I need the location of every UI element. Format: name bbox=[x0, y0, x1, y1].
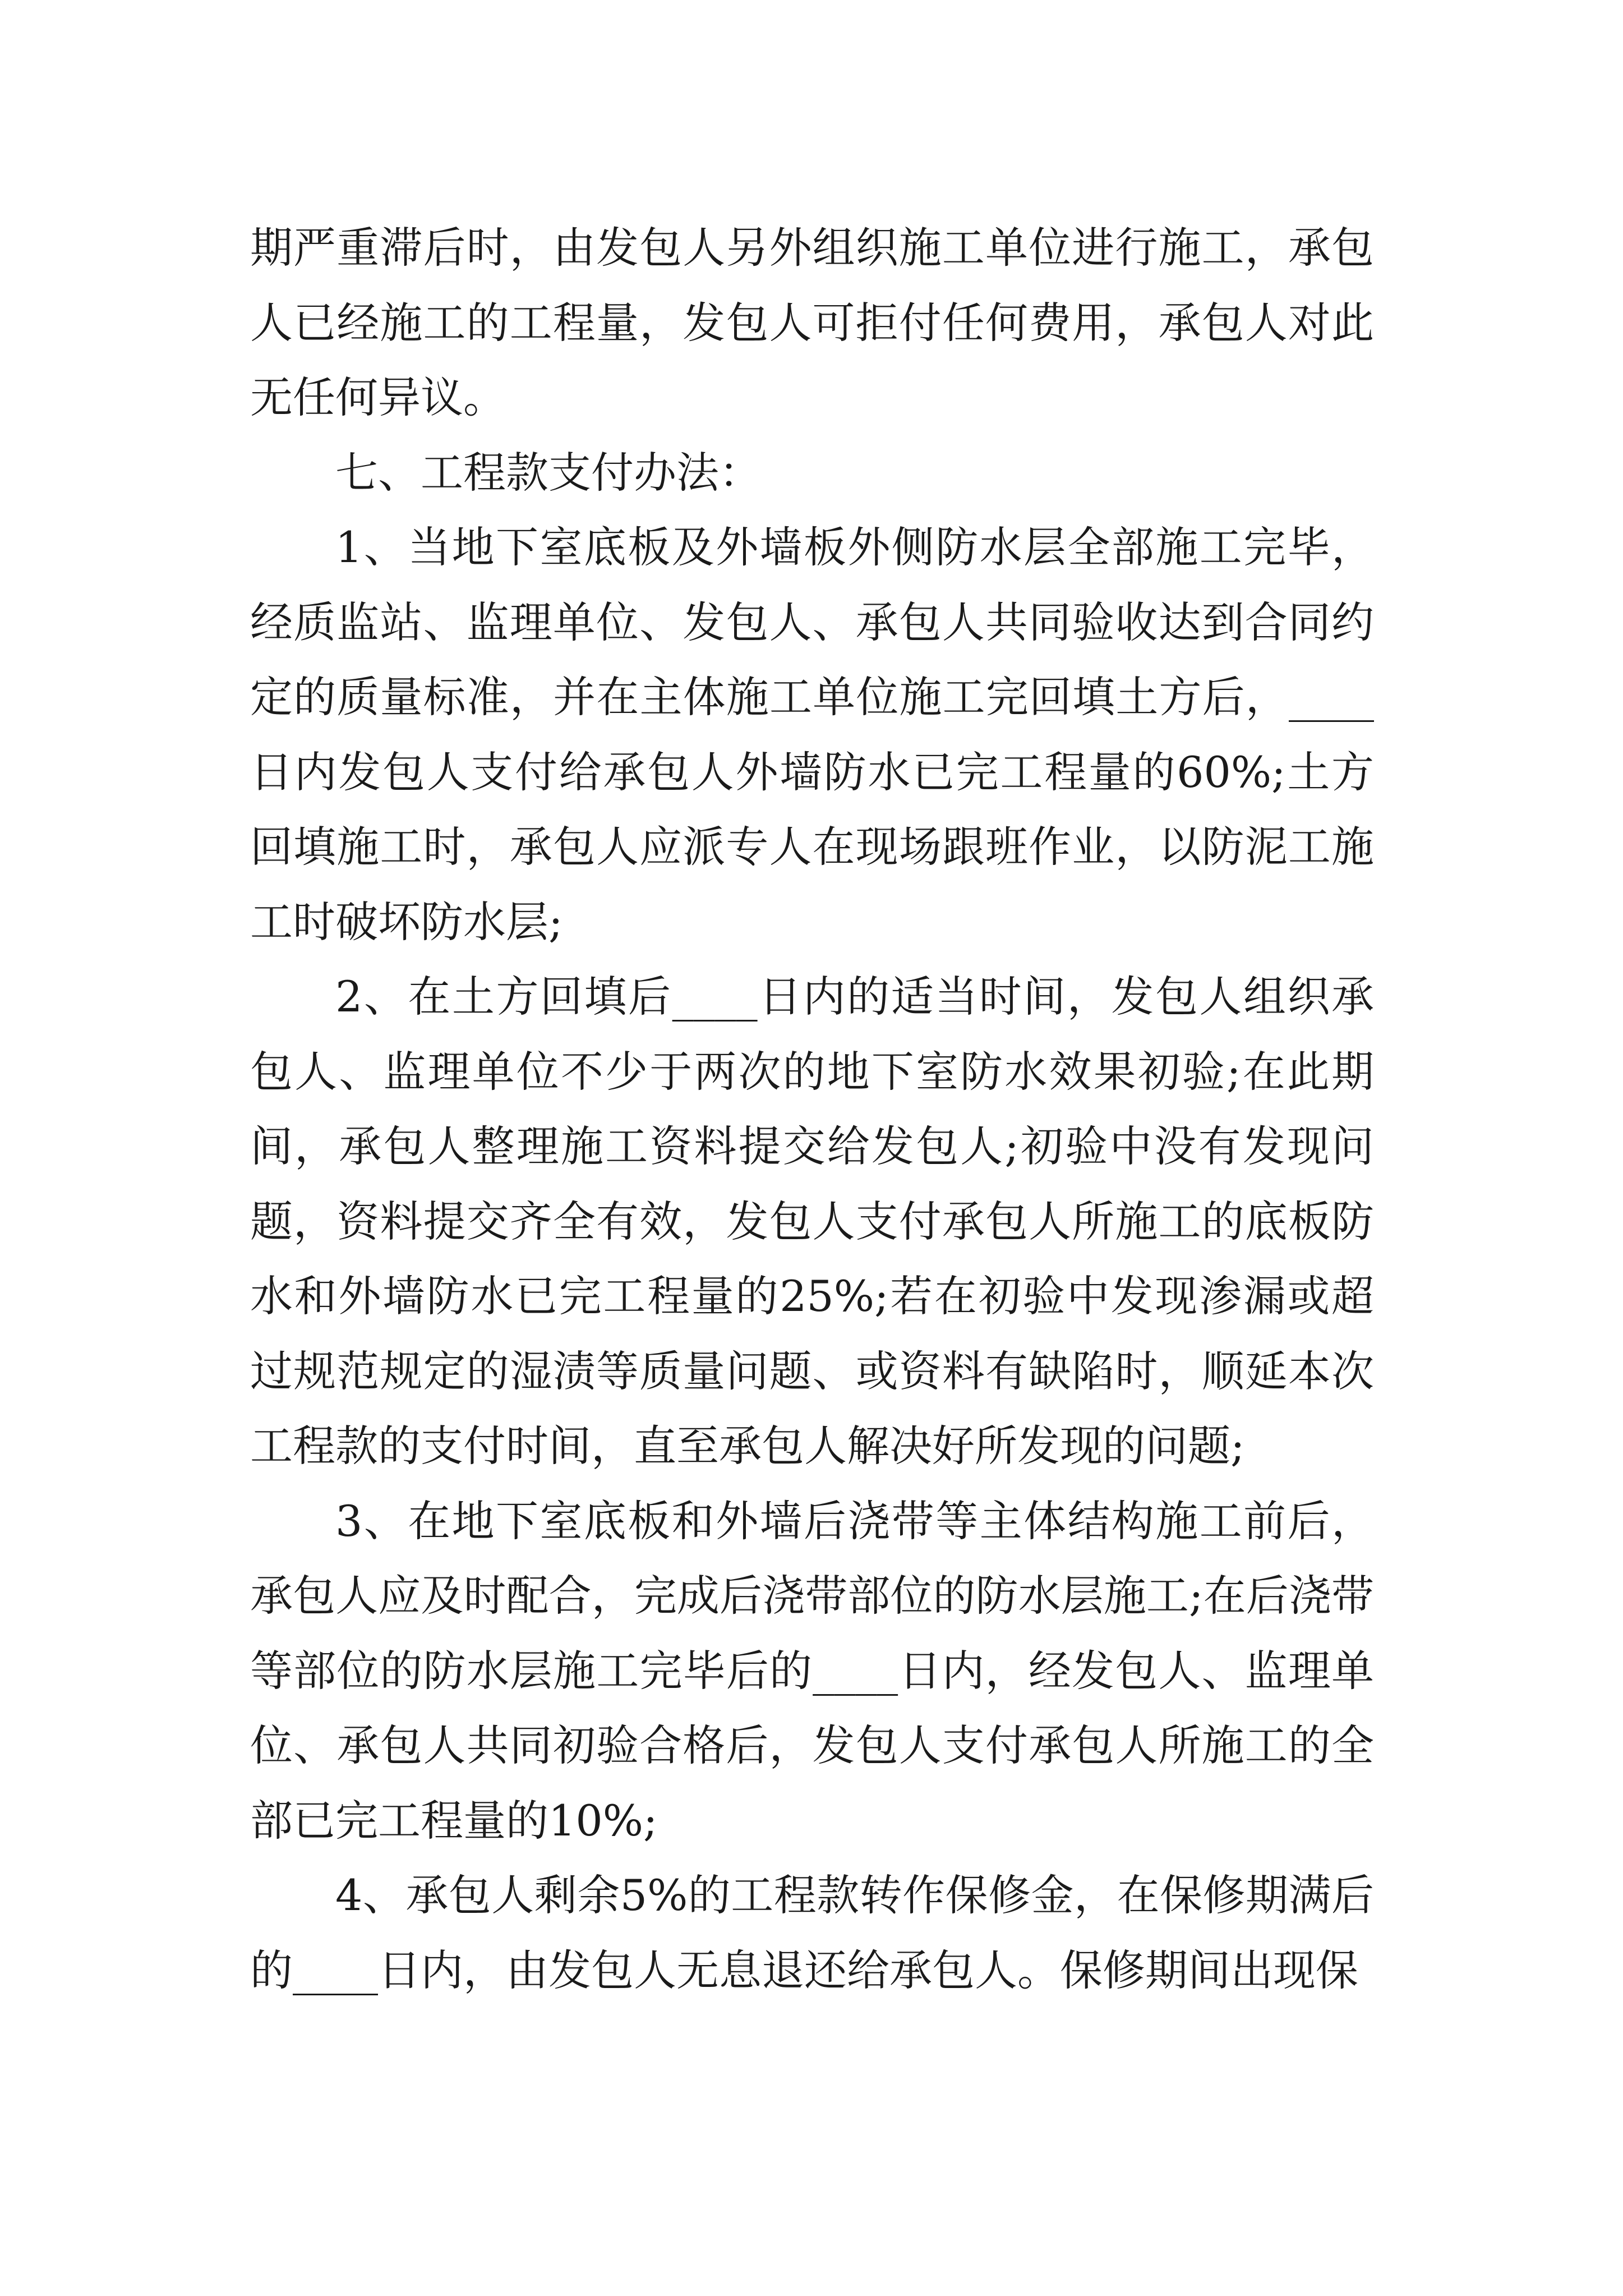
paragraph-continuation: 期严重滞后时，由发包人另外组织施工单位进行施工，承包人已经施工的工程量，发包人可拒付任何费用，承包人对此无任何异议。 bbox=[250, 223, 1374, 422]
clause-2: 2、在土方回填后____日内的适当时间，发包人组织承包人、监理单位不少于两次的地下室防水效果初验;在此期间，承包人整理施工资料提交给发包人;初验中没有发现问题，资料提交齐全有效，发包人支付承包人所施工的底板防水和外墙防水已完工程量的25%;若在初验中发现渗漏或超过规范规定的湿渍等质量问题、或资料有缺陷时，顺延本次工程款的支付时间，直至承包人解决好所发现的问题; bbox=[250, 972, 1374, 1471]
clause-4: 4、承包人剩余5%的工程款转作保修金，在保修期满后的____日内，由发包人无息退还给承包人。保修期间出现保 bbox=[250, 1870, 1374, 1995]
clause-1: 1、当地下室底板及外墙板外侧防水层全部施工完毕，经质监站、监理单位、发包人、承包人共同验收达到合同约定的质量标准，并在主体施工单位施工完回填土方后，____日内发包人支付给承包人外墙防水已完工程量的60%;土方回填施工时，承包人应派专人在现场跟班作业，以防泥工施工时破坏防水层; bbox=[250, 522, 1374, 947]
document-body bbox=[250, 210, 1374, 2008]
section-heading-payment-method: 七、工程款支付办法： bbox=[335, 447, 762, 498]
clause-3: 3、在地下室底板和外墙后浇带等主体结构施工前后，承包人应及时配合，完成后浇带部位的防水层施工;在后浇带等部位的防水层施工完毕后的____日内，经发包人、监理单位、承包人共同初验合格后，发包人支付承包人所施工的全部已完工程量的10%; bbox=[250, 1496, 1374, 1846]
